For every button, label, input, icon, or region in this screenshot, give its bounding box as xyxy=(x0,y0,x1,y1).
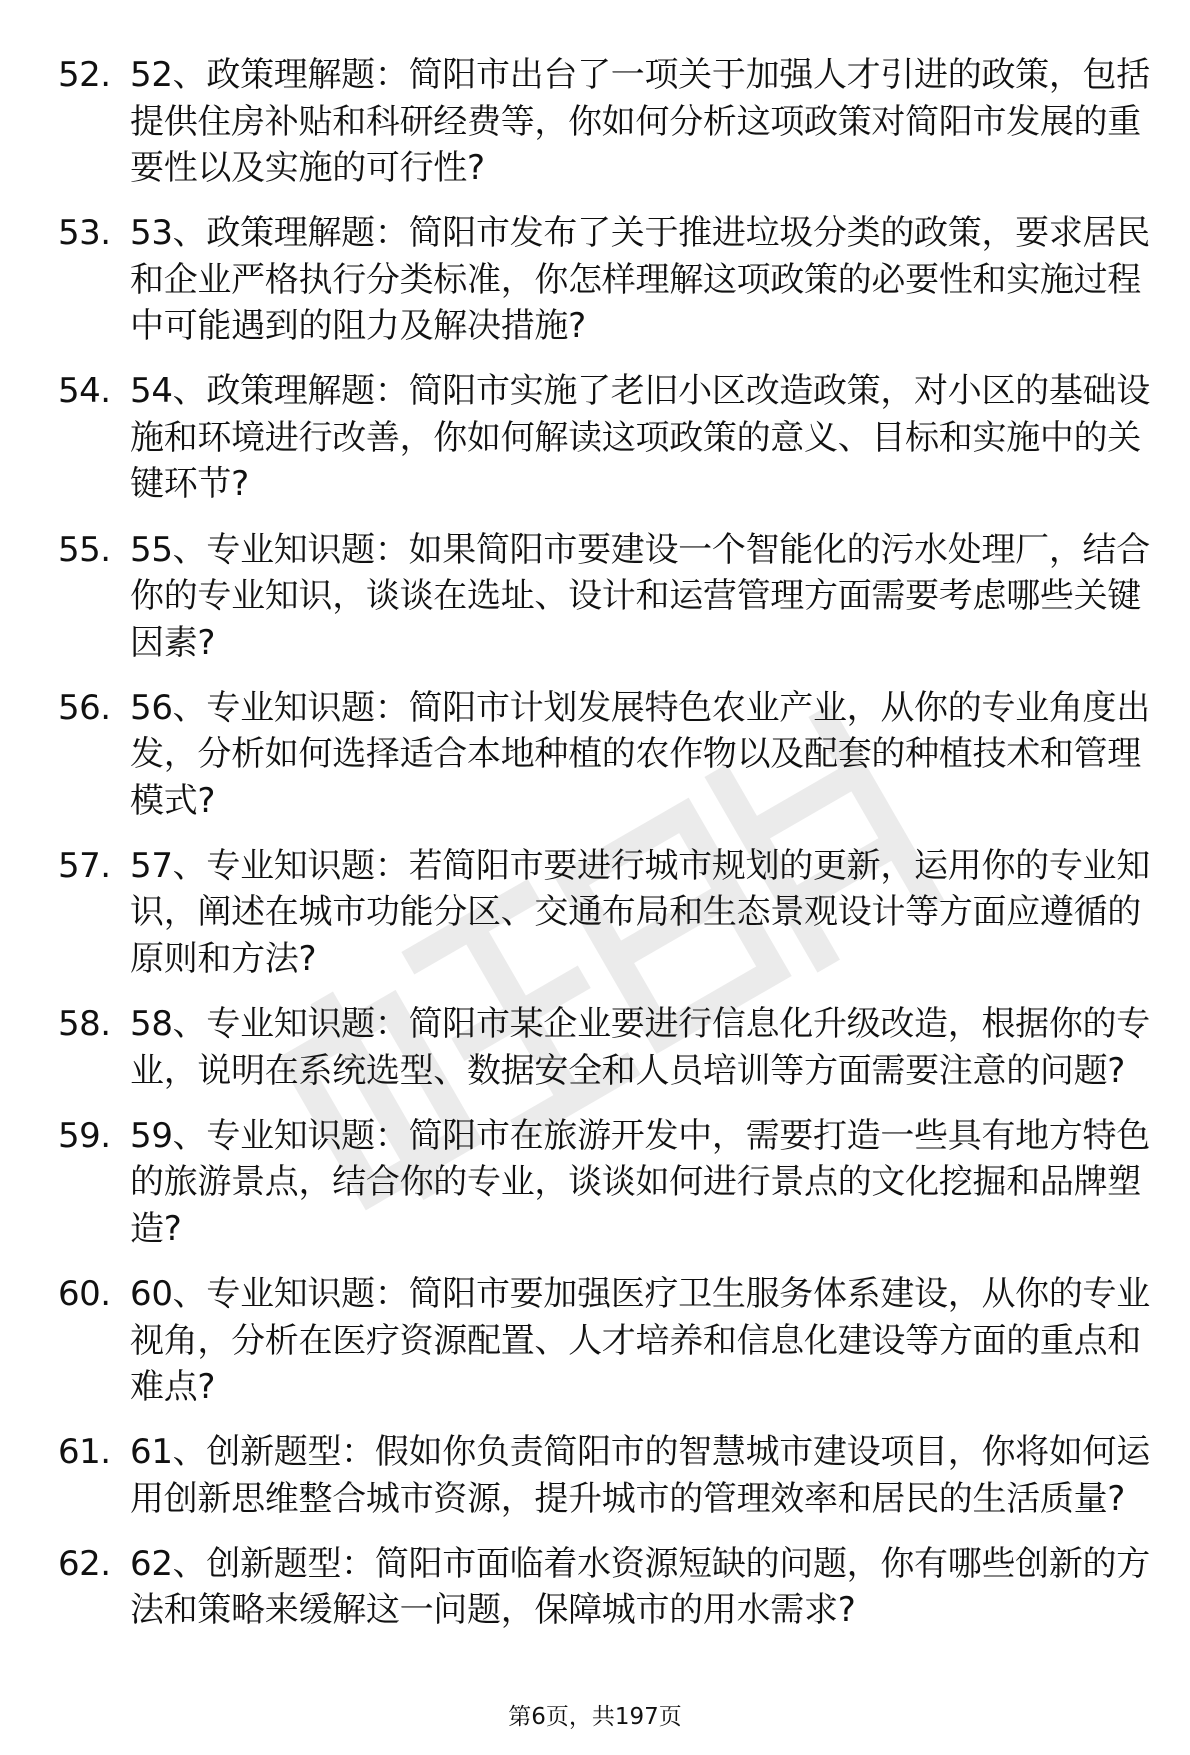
question-item xyxy=(58,368,1158,508)
question-number: 58. xyxy=(58,1004,111,1045)
question-item xyxy=(58,1271,1158,1411)
question-text: 62、创新题型：简阳市面临着水资源短缺的问题，你有哪些创新的方法和策略来缓解这一问题，保障城市的用水需求? xyxy=(130,1543,1150,1631)
question-number: 57. xyxy=(58,845,111,886)
question-number: 62. xyxy=(58,1543,111,1584)
question-number: 53. xyxy=(58,213,111,254)
question-text: 56、专业知识题：简阳市计划发展特色农业产业，从你的专业角度出发，分析如何选择适合本地种植的农作物以及配套的种植技术和管理模式? xyxy=(130,687,1150,821)
question-number: 59. xyxy=(58,1115,111,1156)
question-item xyxy=(58,1113,1158,1253)
question-text: 53、政策理解题：简阳市发布了关于推进垃圾分类的政策，要求居民和企业严格执行分类标准，你怎样理解这项政策的必要性和实施过程中可能遇到的阻力及解决措施? xyxy=(130,213,1150,347)
question-number: 61. xyxy=(58,1432,111,1473)
question-item xyxy=(58,1001,1158,1094)
question-text: 61、创新题型：假如你负责简阳市的智慧城市建设项目，你将如何运用创新思维整合城市资源，提升城市的管理效率和居民的生活质量? xyxy=(130,1432,1150,1519)
question-number: 54. xyxy=(58,371,111,412)
question-number: 56. xyxy=(58,687,111,728)
question-text: 59、专业知识题：简阳市在旅游开发中，需要打造一些具有地方特色的旅游景点，结合你的专业，谈谈如何进行景点的文化挖掘和品牌塑造? xyxy=(130,1115,1150,1249)
question-text: 58、专业知识题：简阳市某企业要进行信息化升级改造，根据你的专业，说明在系统选型、数据安全和人员培训等方面需要注意的问题? xyxy=(130,1004,1150,1091)
question-text: 54、政策理解题：简阳市实施了老旧小区改造政策，对小区的基础设施和环境进行改善，你如何解读这项政策的意义、目标和实施中的关键环节? xyxy=(130,371,1150,505)
question-item xyxy=(58,1429,1158,1522)
page-footer: 第6页，共197页 xyxy=(508,1704,682,1730)
question-text: 52、政策理解题：简阳市出台了一项关于加强人才引进的政策，包括提供住房补贴和科研经费等，你如何分析这项政策对简阳市发展的重要性以及实施的可行性? xyxy=(130,55,1150,188)
question-item xyxy=(58,527,1158,667)
question-item xyxy=(58,685,1158,825)
question-text: 60、专业知识题：简阳市要加强医疗卫生服务体系建设，从你的专业视角，分析在医疗资源配置、人才培养和信息化建设等方面的重点和难点? xyxy=(130,1274,1150,1407)
question-item xyxy=(58,52,1158,192)
question-list xyxy=(58,52,1158,1653)
question-item xyxy=(58,210,1158,350)
question-item xyxy=(58,1541,1158,1634)
question-text: 55、专业知识题：如果简阳市要建设一个智能化的污水处理厂，结合你的专业知识，谈谈在选址、设计和运营管理方面需要考虑哪些关键因素? xyxy=(130,529,1150,663)
question-item xyxy=(58,843,1158,983)
question-number: 60. xyxy=(58,1274,111,1314)
question-text: 57、专业知识题：若简阳市要进行城市规划的更新，运用你的专业知识，阐述在城市功能分区、交通布局和生态景观设计等方面应遵循的原则和方法? xyxy=(130,845,1150,979)
question-number: 55. xyxy=(58,529,111,570)
question-number: 52. xyxy=(58,55,111,95)
